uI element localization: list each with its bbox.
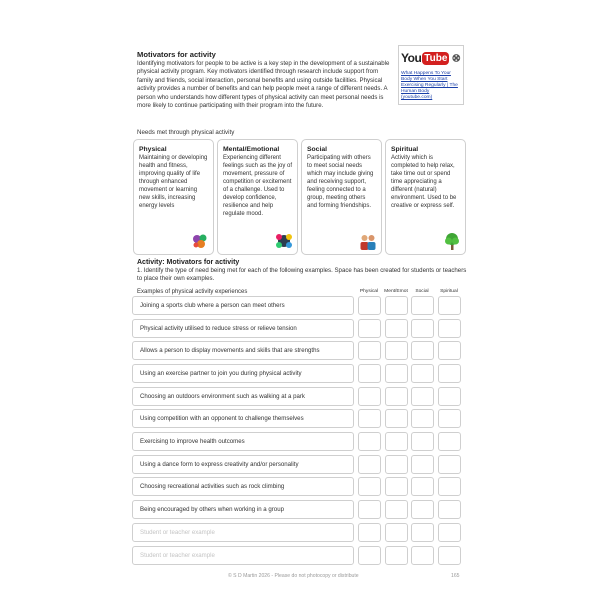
checkbox-mental-emotional[interactable] xyxy=(385,364,408,383)
table-row-example xyxy=(132,546,464,565)
table-row xyxy=(132,409,464,428)
checkbox-physical[interactable] xyxy=(358,319,381,338)
checkbox-spiritual[interactable] xyxy=(438,432,461,451)
checkbox-physical[interactable] xyxy=(358,455,381,474)
checkbox-social[interactable] xyxy=(411,319,434,338)
row-label: Allows a person to display movements and skills that are strengths xyxy=(132,341,354,360)
row-label: Using a dance form to express creativity and/or personality xyxy=(132,455,354,474)
checkbox-mental-emotional[interactable] xyxy=(385,387,408,406)
checkbox-social[interactable] xyxy=(411,296,434,315)
activity-section xyxy=(137,258,467,283)
row-label: Using competition with an opponent to challenge themselves xyxy=(132,409,354,428)
table-row xyxy=(132,432,464,451)
table-row xyxy=(132,455,464,474)
checkbox-physical[interactable] xyxy=(358,477,381,496)
card-mental-emotional xyxy=(217,139,298,255)
tree-icon xyxy=(443,232,461,250)
checkbox-social[interactable] xyxy=(411,477,434,496)
checkbox-mental-emotional[interactable] xyxy=(385,409,408,428)
video-link[interactable]: What Happens To Your Body When You Start Exercising Regularly | The Human Body (youtube.com) xyxy=(401,71,458,100)
column-header-spiritual: Spiritual xyxy=(440,289,458,294)
table-row-example xyxy=(132,523,464,542)
checkbox-mental-emotional[interactable] xyxy=(385,341,408,360)
checkbox-social[interactable] xyxy=(411,546,434,565)
checkbox-physical[interactable] xyxy=(358,409,381,428)
checkbox-physical[interactable] xyxy=(358,341,381,360)
video-link-box[interactable] xyxy=(398,45,464,105)
table-row xyxy=(132,477,464,496)
checkbox-spiritual[interactable] xyxy=(438,296,461,315)
card-title: Spiritual xyxy=(391,146,419,153)
checkbox-physical[interactable] xyxy=(358,500,381,519)
paint-hands-icon xyxy=(191,232,209,250)
needs-cards xyxy=(133,139,466,255)
copyright-footer: © S D Martin 2026 - Please do not photocopy or distribute xyxy=(228,573,359,579)
activity-instruction: 1. Identify the type of need being met for each of the following examples. Space has been created for students or teachers to place their own examples. xyxy=(137,267,467,282)
row-label: Joining a sports club where a person can meet others xyxy=(132,296,354,315)
checkbox-spiritual[interactable] xyxy=(438,364,461,383)
checkbox-social[interactable] xyxy=(411,387,434,406)
checkbox-social[interactable] xyxy=(411,500,434,519)
table-row xyxy=(132,319,464,338)
table-row xyxy=(132,387,464,406)
card-body: Participating with others to meet social needs which may include giving and receiving support, feeling connected to a group, meeting others and forming friendships. xyxy=(307,155,374,209)
card-title: Social xyxy=(307,146,328,153)
film-reel-icon xyxy=(452,52,461,64)
needs-heading: Needs met through physical activity xyxy=(137,129,235,136)
checkbox-social[interactable] xyxy=(411,341,434,360)
checkbox-spiritual[interactable] xyxy=(438,523,461,542)
checkbox-spiritual[interactable] xyxy=(438,341,461,360)
checkbox-spiritual[interactable] xyxy=(438,387,461,406)
checkbox-spiritual[interactable] xyxy=(438,546,461,565)
checkbox-mental-emotional[interactable] xyxy=(385,319,408,338)
checkbox-social[interactable] xyxy=(411,432,434,451)
row-label: Using an exercise partner to join you during physical activity xyxy=(132,364,354,383)
column-header-social: Social xyxy=(415,289,429,294)
page-number: 165 xyxy=(451,573,460,579)
card-title: Mental/Emotional xyxy=(223,146,280,153)
card-title: Physical xyxy=(139,146,167,153)
checkbox-physical[interactable] xyxy=(358,387,381,406)
row-label: Physical activity utilised to reduce stress or relieve tension xyxy=(132,319,354,338)
card-spiritual xyxy=(385,139,466,255)
checkbox-physical[interactable] xyxy=(358,432,381,451)
checkbox-mental-emotional[interactable] xyxy=(385,477,408,496)
row-label: Choosing an outdoors environment such as walking at a park xyxy=(132,387,354,406)
card-body: Activity which is completed to help relax, take time out or spend time appreciating a different (natural) environment. Used to be creative or express self. xyxy=(391,155,457,209)
table-row xyxy=(132,296,464,315)
checkbox-physical[interactable] xyxy=(358,523,381,542)
column-header-physical: Physical xyxy=(359,289,379,294)
paint-splash-icon xyxy=(275,232,293,250)
youtube-logo-tube: Tube xyxy=(424,52,448,64)
table-caption: Examples of physical activity experiences xyxy=(137,289,248,295)
table-row xyxy=(132,364,464,383)
checkbox-social[interactable] xyxy=(411,523,434,542)
card-body: Experiencing different feelings such as the joy of movement, pressure of competition or excitement of a challenge. Used to develop confidence, resilience and help regulate mood. xyxy=(223,155,293,217)
card-social xyxy=(301,139,382,255)
row-label: Being encouraged by others when working in a group xyxy=(132,500,354,519)
checkbox-physical[interactable] xyxy=(358,296,381,315)
checkbox-physical[interactable] xyxy=(358,364,381,383)
checkbox-social[interactable] xyxy=(411,455,434,474)
checkbox-spiritual[interactable] xyxy=(438,409,461,428)
checkbox-spiritual[interactable] xyxy=(438,500,461,519)
card-body: Maintaining or developing health and fitness, improving quality of life through enhanced movement or learning new skills, increasing energy levels xyxy=(139,155,208,209)
checkbox-mental-emotional[interactable] xyxy=(385,546,408,565)
checkbox-physical[interactable] xyxy=(358,546,381,565)
card-physical xyxy=(133,139,214,255)
checkbox-mental-emotional[interactable] xyxy=(385,523,408,542)
row-label: Exercising to improve health outcomes xyxy=(132,432,354,451)
checkbox-mental-emotional[interactable] xyxy=(385,500,408,519)
checkbox-mental-emotional[interactable] xyxy=(385,296,408,315)
checkbox-spiritual[interactable] xyxy=(438,319,461,338)
intro-body: Identifying motivators for people to be active is a key step in the development of a sustainable physical activity program. Key motivators identified through research include support from family and friends, social interaction, personal benefits and using outside facilities. Physical activity provides a number of benefits and can help people meet a range of different needs. A person who understands how different types of physical activity can meet personal needs is more likely to continue participating with their program into the future. xyxy=(137,60,390,110)
checkbox-social[interactable] xyxy=(411,364,434,383)
checkbox-mental-emotional[interactable] xyxy=(385,455,408,474)
table-row xyxy=(132,341,464,360)
checkbox-social[interactable] xyxy=(411,409,434,428)
intro-title: Motivators for activity xyxy=(137,50,216,59)
youtube-logo-icon xyxy=(401,48,461,68)
checkbox-spiritual[interactable] xyxy=(438,477,461,496)
youtube-logo-you: You xyxy=(401,51,422,65)
example-input[interactable]: Student or teacher example xyxy=(132,523,354,542)
activity-title: Activity: Motivators for activity xyxy=(137,259,240,266)
checkbox-spiritual[interactable] xyxy=(438,455,461,474)
intro-section xyxy=(137,50,392,110)
row-label: Choosing recreational activities such as rock climbing xyxy=(132,477,354,496)
checkbox-mental-emotional[interactable] xyxy=(385,432,408,451)
column-header-mental-emotional: Ment/Emot xyxy=(384,289,408,294)
people-icon xyxy=(359,232,377,250)
table-row xyxy=(132,500,464,519)
example-input[interactable]: Student or teacher example xyxy=(132,546,354,565)
